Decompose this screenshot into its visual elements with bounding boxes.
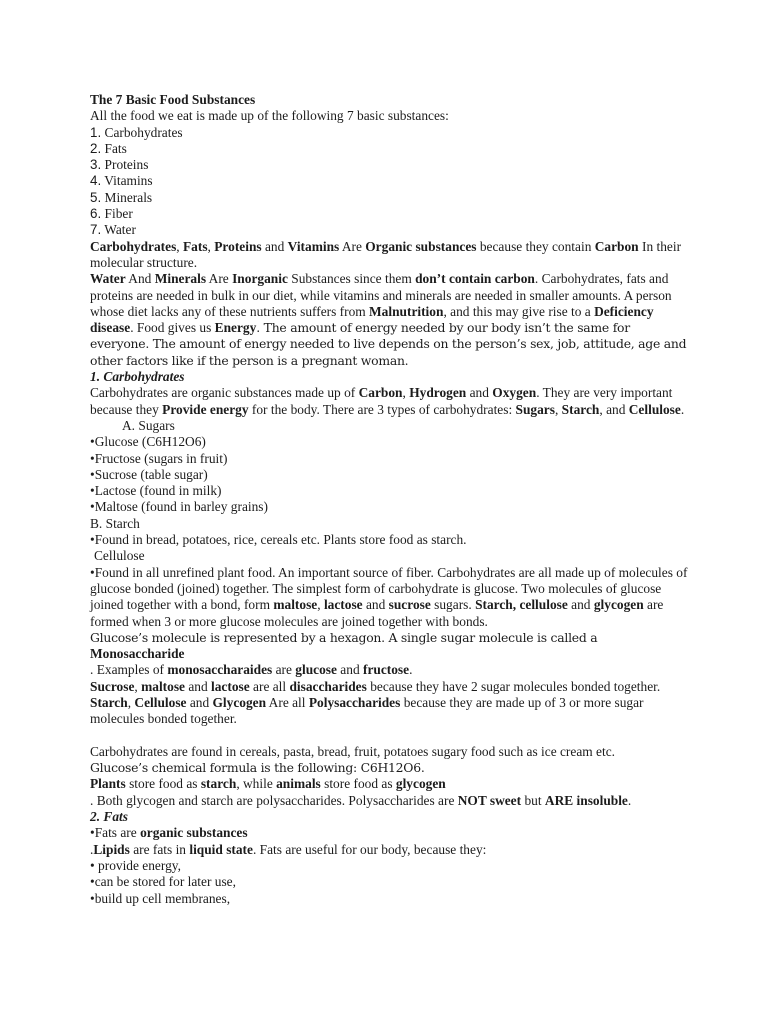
plants-line: Plants store food as starch, while animals store food as glycogen — [90, 776, 446, 792]
list-item: 2. Fats — [90, 140, 127, 156]
lipids-line: .Lipids are fats in liquid state. Fats are useful for our body, because they: — [90, 841, 487, 857]
sugars-list — [90, 434, 690, 515]
cellulose-paragraph: •Found in all unrefined plant food. An important source of fiber. Carbohydrates are all made up of molecules of glucose bonded (joined) together. The simplest form of carbohydrate is glucose. Two molecules of glucose joined together with a bond, form maltose, lactose and sucrose sugars. Starch, cellulose and glycogen are formed when 3 or more glucose molecules are joined together with bonds. Glucose’s molecule is represented by a hexagon. A single sugar molecule is called a — [90, 564, 688, 645]
monosaccharide-heading: Monosaccharide — [90, 646, 185, 662]
sugars-heading: A. Sugars — [122, 417, 175, 433]
carbohydrates-heading: 1. Carbohydrates — [90, 369, 185, 385]
organic-paragraph: Carbohydrates, Fats, Proteins and Vitamins Are Organic substances because they contain Carbon In their molecular structure. — [90, 238, 682, 270]
list-item: 1. Carbohydrates — [90, 124, 183, 140]
list-item: • provide energy, — [90, 857, 181, 873]
examples-line: . Examples of monosaccharaides are glucose and fructose. — [90, 662, 413, 678]
list-item: •Maltose (found in barley grains) — [90, 499, 268, 515]
list-item: •Fructose (sugars in fruit) — [90, 450, 228, 466]
formula-text: Glucose’s chemical formula is the following: C6H12O6. — [90, 760, 425, 776]
polysaccharides-paragraph: Starch, Cellulose and Glycogen Are all Polysaccharides because they are made up of 3 or more sugar molecules bonded together. — [90, 694, 644, 727]
document-page — [90, 92, 690, 907]
page-title: The 7 Basic Food Substances — [90, 92, 256, 107]
disaccharides-line: Sucrose, maltose and lactose are all disaccharides because they have 2 sugar molecules bonded together. — [90, 678, 661, 694]
fats-heading: 2. Fats — [90, 809, 128, 825]
list-item: •build up cell membranes, — [90, 890, 231, 906]
starch-text: •Found in bread, potatoes, rice, cereals etc. Plants store food as starch. — [90, 532, 467, 548]
list-item: •Sucrose (table sugar) — [90, 466, 208, 482]
blank-line — [90, 728, 690, 744]
list-item: 4. Vitamins — [90, 173, 153, 189]
fats-uses-list — [90, 858, 690, 907]
fats-organic-line: •Fats are organic substances — [90, 825, 248, 841]
list-item: •Lactose (found in milk) — [90, 483, 222, 499]
substance-list — [90, 125, 690, 239]
intro-text: All the food we eat is made up of the following 7 basic substances: — [90, 108, 449, 124]
list-item: •Glucose (C6H12O6) — [90, 434, 206, 450]
starch-heading: B. Starch — [90, 515, 140, 531]
carbohydrates-paragraph: Carbohydrates are organic substances made up of Carbon, Hydrogen and Oxygen. They are very important because they Provide energy for the body. There are 3 types of carbohydrates: Sugars, Starch, and Cellulose. — [90, 385, 685, 417]
list-item: 7. Water — [90, 222, 136, 238]
polysaccharide-properties-line: . Both glycogen and starch are polysaccharides. Polysaccharides are NOT sweet but ARE insoluble. — [90, 792, 632, 808]
inorganic-paragraph: Water And Minerals Are Inorganic Substances since them don’t contain carbon. Carbohydrates, fats and proteins are needed in bulk in our diet, while vitamins and minerals are needed in smaller amounts. A person whose diet lacks any of these nutrients suffers from Malnutrition, and this may give rise to a Deficiency disease. Food gives us Energy. The amount of energy needed by our body isn’t the same for everyone. The amount of energy needed to live depends on the person’s sex, job, attitude, age and other factors like if the person is a pregnant woman. — [90, 271, 687, 368]
list-item: •can be stored for later use, — [90, 874, 236, 890]
cellulose-heading: Cellulose — [94, 548, 145, 564]
list-item: 6. Fiber — [90, 206, 133, 222]
list-item: 5. Minerals — [90, 189, 153, 205]
found-in-text: Carbohydrates are found in cereals, pasta, bread, fruit, potatoes sugary food such as ice cream etc. — [90, 743, 616, 759]
list-item: 3. Proteins — [90, 157, 149, 173]
